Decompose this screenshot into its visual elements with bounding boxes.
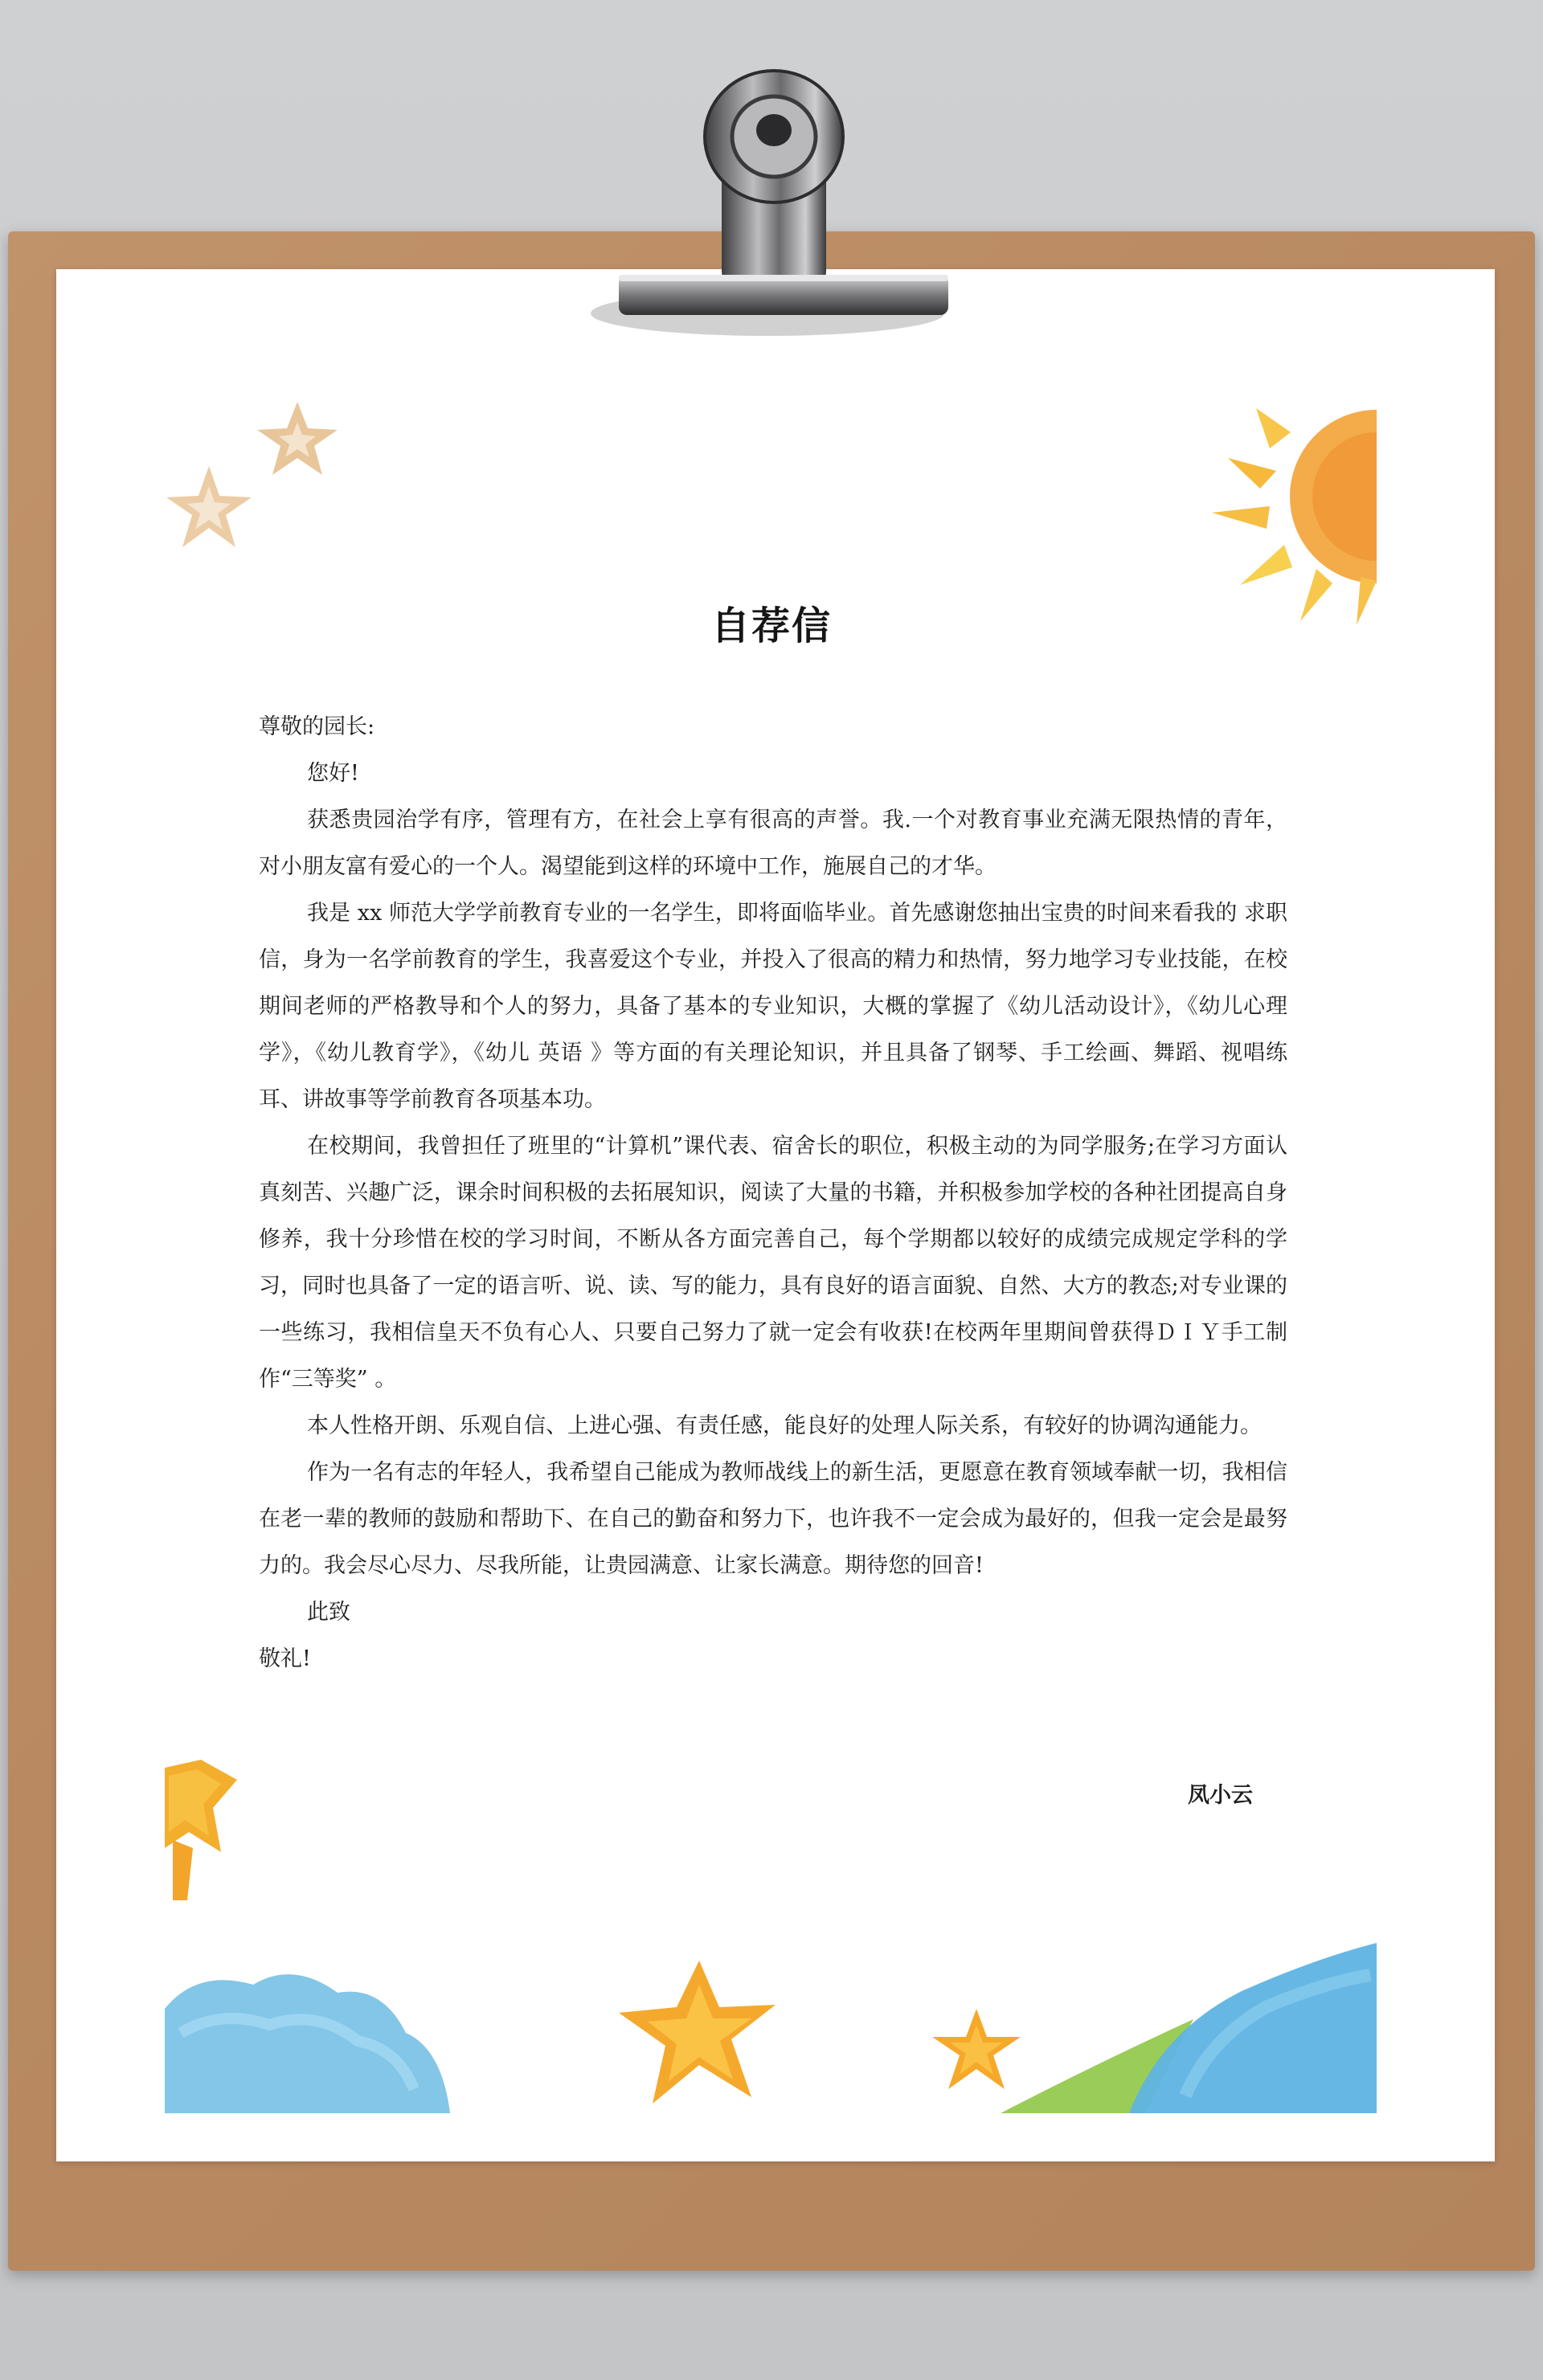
green-hill-icon (1001, 1943, 1377, 2113)
greeting: 您好! (307, 761, 359, 786)
binder-clip-icon (579, 48, 948, 354)
salutation: 尊敬的园长: (259, 714, 375, 739)
paragraph-3: 在校期间，我曾担任了班里的“计算机”课代表、宿舍长的职位，积极主动的为同学服务;在学习方面认真刻苦、兴趣广泛，课余时间积极的去拓展知识，阅读了大量的书籍，并积极参加学校的各种社团提高自身修养，我十分珍惜在校的学习时间，不断从各方面完善自己，每个学期都以较好的成绩完成规定学科的学习，同时也具备了一定的语言听、说、读、写的能力，具有良好的语言面貌、自然、大方的教态;对专业课的一些练习，我相信皇天不负有心人、只要自己努力了就一定会有收获!在校两年里期间曾获得ＤＩＹ手工制作“三等奖” 。 (259, 1134, 1287, 1392)
paragraph-4: 本人性格开朗、乐观自信、上进心强、有责任感，能良好的处理人际关系，有较好的协调沟通能力。 (307, 1413, 1262, 1438)
closing-line-1: 此致 (307, 1600, 350, 1625)
letter-body (259, 704, 1287, 1683)
orange-star-icon (165, 1760, 241, 1904)
signature: 凤小云 (1188, 1783, 1253, 1808)
closing-line-2: 敬礼! (259, 1646, 311, 1671)
page-title: 自荐信 (710, 603, 832, 648)
paragraph-1: 获悉贵园治学有序，管理有方，在社会上享有很高的声誉。我.一个对教育事业充满无限热情的青年，对小朋友富有爱心的一个人。渴望能到这样的环境中工作，施展自己的才华。 (259, 808, 1287, 879)
sun-icon (1196, 400, 1377, 627)
orange-star-icon (619, 1961, 788, 2117)
paragraph-2: 我是 xx 师范大学学前教育专业的一名学生，即将面临毕业。首先感谢您抽出宝贵的时间来看我的 求职 信，身为一名学前教育的学生，我喜爱这个专业，并投入了很高的精力和热情，努力地学习专业技能，在校期间老师的严格教导和个人的努力，具备了基本的专业知识，大概的掌握了《幼儿活动设计》，《幼儿心理学》，《幼儿教育学》，《幼儿 英语 》等方面的有关理论知识，并且具备了钢琴、手工绘画、舞蹈、视唱练耳、讲故事等学前教育各项基本功。 (259, 901, 1287, 1112)
paragraph-5: 作为一名有志的年轻人，我希望自己能成为教师战线上的新生活，更愿意在教育领域奉献一切，我相信在老一辈的教师的鼓励和帮助下、在自己的勤奋和努力下，也许我不一定会成为最好的，但我一定会是最努力的。我会尽心尽力、尽我所能，让贵园满意、让家长满意。期待您的回音! (259, 1460, 1287, 1578)
tan-stars-icon (165, 398, 358, 566)
blue-cloud-icon (165, 1961, 454, 2113)
